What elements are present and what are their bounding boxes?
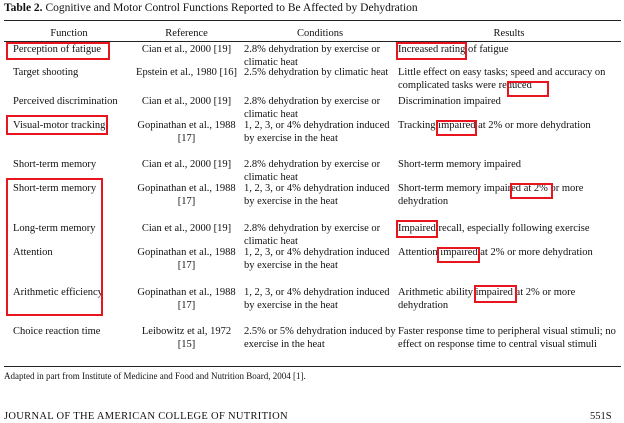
reference-cell: Gopinathan et al., 1988 [17] bbox=[137, 183, 236, 207]
highlighted-term: impaired bbox=[438, 120, 476, 131]
highlighted-term: Increased rating bbox=[398, 44, 466, 55]
header-results: Results bbox=[493, 28, 525, 39]
annotation-box-result bbox=[474, 285, 517, 303]
table-number: Table 2. bbox=[4, 2, 43, 14]
reference-cell: Cian et al., 2000 [19] bbox=[141, 44, 232, 55]
conditions-cell: 2.5% dehydration by climatic heat bbox=[244, 67, 389, 78]
function-cell: Short-term memory bbox=[13, 159, 97, 170]
conditions-cell: 2.8% dehydration by exercise or climatic heat bbox=[244, 223, 381, 247]
bottom-rule bbox=[4, 366, 621, 367]
results-cell bbox=[398, 159, 620, 172]
conditions-cell: 2.8% dehydration by exercise or climatic heat bbox=[244, 44, 381, 68]
page-number: 551S bbox=[590, 411, 612, 422]
header-function: Function bbox=[50, 28, 88, 39]
function-cell: Perception of fatigue bbox=[13, 44, 102, 55]
function-cell: Perceived discrimination bbox=[13, 96, 118, 107]
function-cell: Attention bbox=[13, 247, 53, 258]
results-text: Discrimination impaired bbox=[398, 96, 501, 107]
results-text: Little effect on easy tasks; speed and accuracy on complicated tasks were bbox=[398, 67, 606, 91]
reference-cell: Gopinathan et al., 1988 [17] bbox=[137, 247, 236, 271]
results-text: at 2% or more dehydration bbox=[477, 247, 593, 258]
top-rule bbox=[4, 20, 621, 21]
results-text: at 2% or more dehydration bbox=[475, 120, 591, 131]
reference-cell: Cian et al., 2000 [19] bbox=[141, 223, 232, 234]
highlighted-term: impaired bbox=[440, 247, 478, 258]
highlighted-term: impaired bbox=[475, 287, 513, 298]
highlighted-term: impaired bbox=[483, 183, 522, 194]
results-text: at 2% or more dehydration bbox=[398, 183, 584, 207]
journal-name: JOURNAL OF THE AMERICAN COLLEGE OF NUTRITION bbox=[4, 411, 288, 422]
results-text: Short-term memory bbox=[398, 183, 484, 194]
annotation-box-result bbox=[396, 220, 438, 238]
annotation-box-result bbox=[507, 81, 549, 97]
function-cell: Arithmetic efficiency bbox=[13, 287, 103, 298]
annotation-box-result bbox=[510, 183, 553, 199]
conditions-cell: 1, 2, 3, or 4% dehydration induced by exercise in the heat bbox=[244, 120, 390, 144]
results-text: Arithmetic ability bbox=[398, 287, 476, 298]
results-text: Faster response time to peripheral visual stimuli; no effect on response time to central visual stimuli bbox=[398, 326, 616, 350]
header-conditions: Conditions bbox=[296, 28, 344, 39]
results-cell bbox=[398, 326, 620, 351]
reference-cell: Epstein et al., 1980 [16] bbox=[136, 67, 237, 78]
annotation-box-result bbox=[437, 247, 480, 263]
reference-cell: Cian et al., 2000 [19] bbox=[141, 96, 232, 107]
conditions-cell: 1, 2, 3, or 4% dehydration induced by exercise in the heat bbox=[244, 247, 390, 271]
reference-cell: Gopinathan et al., 1988 [17] bbox=[137, 120, 236, 144]
results-text: at 2% or more dehydration bbox=[398, 287, 576, 311]
results-cell bbox=[398, 96, 620, 109]
annotation-box-memory-group bbox=[6, 178, 103, 316]
highlighted-term: reduced bbox=[498, 79, 532, 91]
conditions-cell: 2.8% dehydration by exercise or climatic heat bbox=[244, 159, 381, 183]
annotation-box-visual-motor bbox=[6, 115, 108, 135]
reference-cell: Gopinathan et al., 1988 [17] bbox=[137, 287, 236, 311]
function-cell: Short-term memory bbox=[13, 183, 97, 194]
header-reference: Reference bbox=[165, 28, 208, 39]
conditions-cell: 1, 2, 3, or 4% dehydration induced by exercise in the heat bbox=[244, 287, 390, 311]
table-footnote: Adapted in part from Institute of Medicine and Food and Nutrition Board, 2004 [1]. bbox=[4, 371, 306, 381]
conditions-cell: 2.8% dehydration by exercise or climatic heat bbox=[244, 96, 381, 120]
annotation-box-result bbox=[436, 120, 477, 136]
results-text: Short-term memory impaired bbox=[398, 159, 522, 170]
table-title-text: Cognitive and Motor Control Functions Reported to Be Affected by Dehydration bbox=[45, 2, 418, 14]
function-cell: Choice reaction time bbox=[13, 326, 101, 337]
function-cell: Visual-motor tracking bbox=[13, 120, 106, 131]
results-text: of fatigue bbox=[465, 44, 509, 55]
function-cell: Target shooting bbox=[13, 67, 79, 78]
results-cell bbox=[398, 183, 620, 208]
results-text: recall, especially following exercise bbox=[435, 223, 590, 234]
annotation-box-result bbox=[396, 42, 467, 60]
results-text: Attention bbox=[398, 247, 441, 258]
table-title bbox=[4, 2, 418, 14]
results-text: Tracking bbox=[398, 120, 439, 131]
highlighted-term: Impaired bbox=[398, 223, 436, 234]
function-cell: Long-term memory bbox=[13, 223, 96, 234]
results-cell bbox=[398, 120, 620, 133]
annotation-box-perception bbox=[6, 42, 110, 60]
conditions-cell: 2.5% or 5% dehydration induced by exercise in the heat bbox=[244, 326, 396, 350]
reference-cell: Leibowitz et al, 1972 [15] bbox=[141, 326, 232, 350]
reference-cell: Cian et al., 2000 [19] bbox=[141, 159, 232, 170]
results-cell bbox=[398, 247, 620, 260]
conditions-cell: 1, 2, 3, or 4% dehydration induced by exercise in the heat bbox=[244, 183, 390, 207]
